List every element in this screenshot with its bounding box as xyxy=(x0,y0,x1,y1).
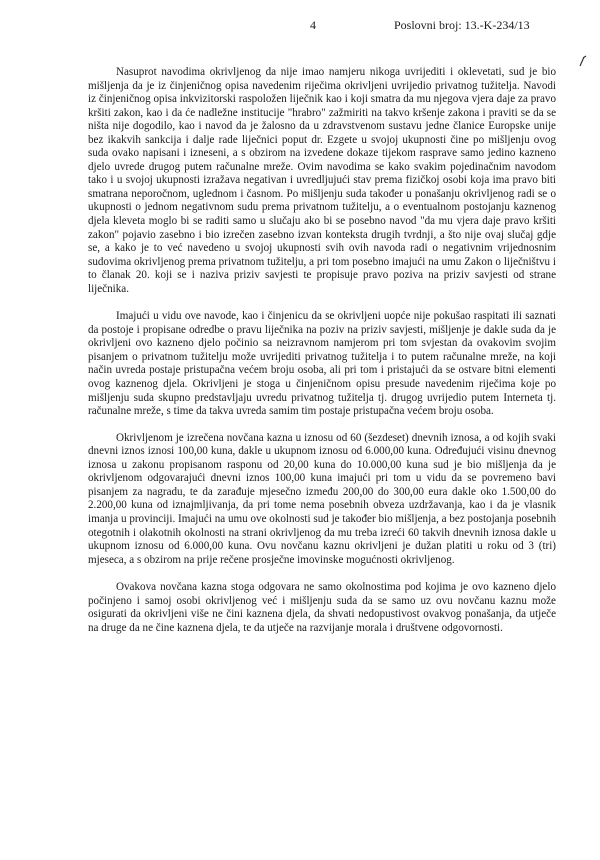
document-body xyxy=(88,66,556,635)
page-number: 4 xyxy=(310,18,316,32)
paragraph-1: Nasuprot navodima okrivljenog da nije imao namjeru nikoga uvrijediti i oklevetati, sud je bio mišljenja da je iz činjeničnog opisa navedenim riječima okrivljeni uvrijedio privatnog tužitelja. Navodi iz činjeničnog opisa inkvizitorski raspoložen liječnik kao i koji smatra da mu njegova vjera daje za pravo kršiti zakon, kao i da će nadležne institucije "hrabro" zažmiriti na takvo kršenje zakona i praviti se da se ništa nije dogodilo, kao i navod da je žalosno da u zdravstvenom sustavu jedne članice Europske unije bez ikakvih sankcija i dalje rade liječnici poput dr. Ezgete u svojoj ukupnosti čine po mišljenju ovog suda ovako napisani i izneseni, a s obzirom na izvedene dokaze tijekom rasprave samo jedino kazneno djelo uvrede drugog putem računalne mreže. Ovim navodima se kako svakim pojedinačnim navodom tako i u svojoj ukupnosti izražava negativan i uvredljujući stav prema fizičkoj osobi koja ima pravo biti smatrana neporočnom, uglednom i časnom. Po mišljenju suda također u ponašanju okrivljenog radi se o ukupnosti o jednom negativnom sudu prema privatnom tužitelju, a o eventualnom postojanju kaznenog djela kleveta moglo bi se raditi samo u slučaju ako bi se posebno navod "da mu vjera daje pravo kršiti zakon" pojavio zasebno i bio izrečen zasebno izvan konteksta drugih tvrdnji, a što nije ovaj slučaj gdje se, a kako je to već navedeno u svojoj ukupnosti svih ovih navoda radi o negativnim vrijednosnim sudovima okrivljenog prema privatnom tužitelju, a pri tom posebno imajući na umu Zakon o liječništvu i to članak 20. koji se i naziva priziv savjesti te propisuje pravo poziva na priziv savjesti od strane liječnika. xyxy=(88,66,556,295)
document-reference: Poslovni broj: 13.-K-234/13 xyxy=(394,18,530,32)
paragraph-2: Imajući u vidu ove navode, kao i činjenicu da se okrivljeni uopće nije pokušao raspitati ili saznati da postoje i propisane odredbe o pravu liječnika na poziv na priziv savjesti, mišljenje je dakle suda da je okrivljeni ovo kazneno djelo počinio sa neizravnom namjerom pri tom svjestan da ovakovim svojim pisanjem o privatnom tužitelju može uvrijediti privatnog tužitelja i to putem računalne mreže, na koji način uvreda postaje pristupačna većem broju osoba, ali pri tom i pristajući da se ostvare bitni elementi ovog kaznenog djela. Okrivljeni je stoga u činjeničnom opisu presude navedenim riječima koje po mišljenju suda skupno predstavljaju uvredu privatnog tužitelja tj. drugog uvrijedio putem Interneta tj. računalne mreže, s time da takva uvreda samim tim postaje pristupačna većem broju osoba. xyxy=(88,310,556,418)
page-header xyxy=(0,18,600,36)
paragraph-3: Okrivljenom je izrečena novčana kazna u iznosu od 60 (šezdeset) dnevnih iznosa, a od kojih svaki dnevni iznos iznosi 100,00 kuna, dakle u ukupnom iznosu od 6.000,00 kuna. Određujući visinu dnevnog iznosa u zakonu propisanom rasponu od 20,00 kuna do 10.000,00 kuna sud je bio mišljenja da je okrivljenom odgovarajući dnevni iznos 100,00 kuna imajući pri tom u vidu da se povremeno bavi pisanjem za nagradu, te da zarađuje mjesečno između 200,00 do 300,00 eura dakle oko 1.500,00 do 2.200,00 kuna od iznajmljivanja, da pri tome nema posebnih obveza uzdržavanja, kao i da je vlasnik imanja u provinciji. Imajući na umu ove okolnosti sud je također bio mišljenja, a bez postojanja posebnih otegotnih i olakotnih okolnosti na strani okrivljenog da mu treba izreći 60 takvih dnevnih iznosa dakle u ukupnom iznosu od 6.000,00 kuna. Ovu novčanu kaznu okrivljeni je dužan platiti u roku od 3 (tri) mjeseca, a s obzirom na prije rečene prosječne imovinske mogućnosti okrivljenog. xyxy=(88,431,556,566)
paragraph-4: Ovakova novčana kazna stoga odgovara ne samo okolnostima pod kojima je ovo kazneno djelo počinjeno i samoj osobi okrivljenog već i mišljenju suda da se samo uz ovu novčanu kaznu može osigurati da okrivljeni više ne čini kaznena djela, da shvati nedopustivost ovakvog ponašanja, da utječe na druge da ne čine kaznena djela, te da utječe na razvijanje morala i društvene odgovornosti. xyxy=(88,581,556,634)
handwritten-mark-icon xyxy=(578,54,588,68)
